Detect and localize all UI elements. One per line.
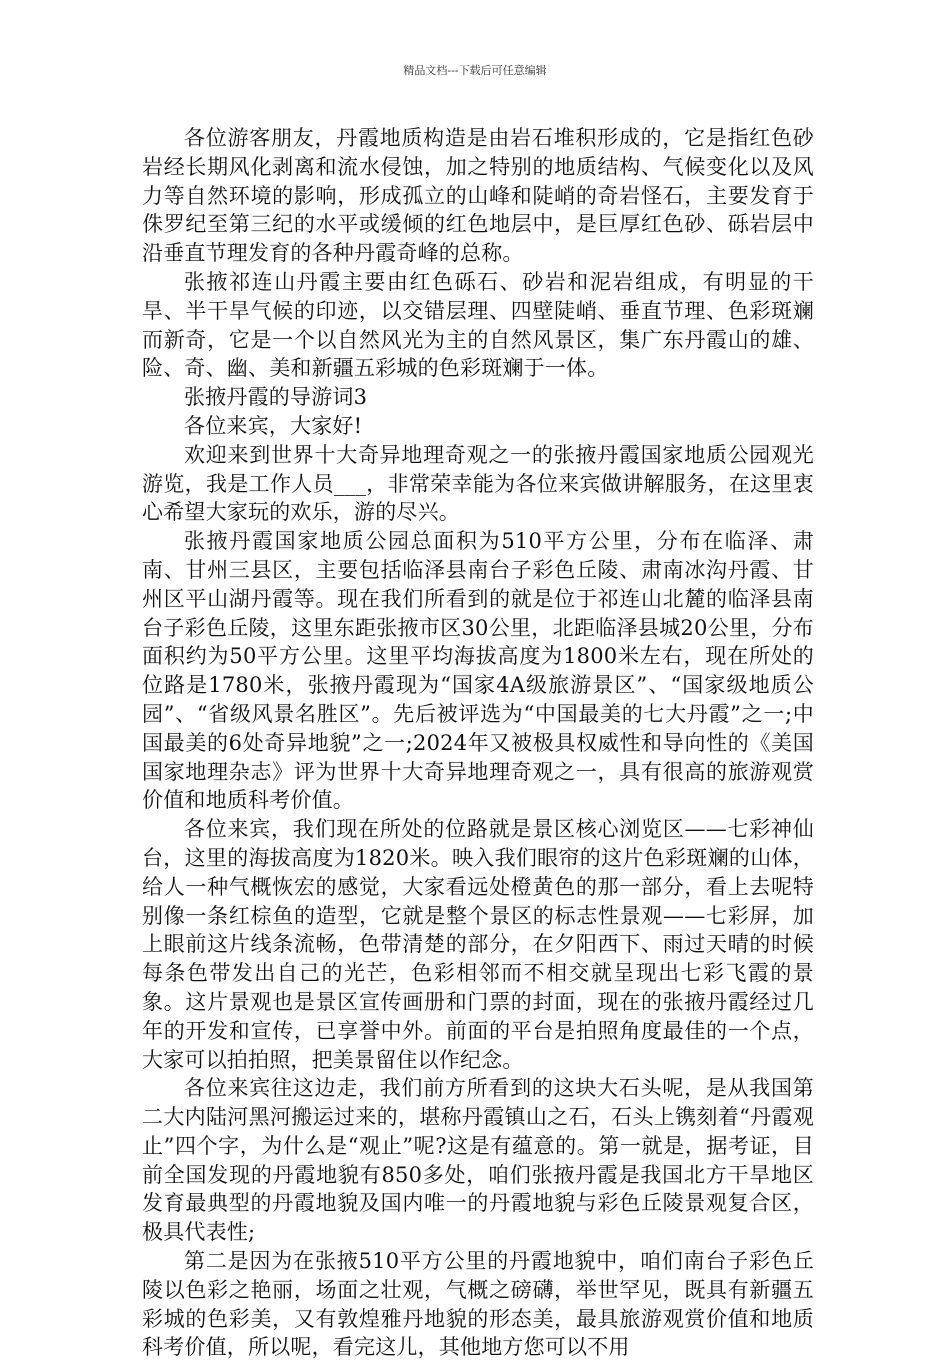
paragraph: 各位游客朋友，丹霞地质构造是由岩石堆积形成的，它是指红色砂岩经长期风化剥离和流水侵蚀，加之特别的地质结构、气候变化以及风力等自然环境的影响，形成孤立的山峰和陡峭的奇岩怪石，主要发育于侏罗纪至第三纪的水平或缓倾的红色地层中，是巨厚红色砂、砾岩层中沿垂直节理发育的各种丹霞奇峰的总称。: [142, 126, 814, 266]
paragraph: 各位来宾往这边走，我们前方所看到的这块大石头呢，是从我国第二大内陆河黑河搬运过来的，堪称丹霞镇山之石，石头上镌刻着“丹霞观止”四个字，为什么是“观止”呢?这是有蕴意的。第一就是，据考证，目前全国发现的丹霞地貌有850多处，咱们张掖丹霞是我国北方干旱地区发育最典型的丹霞地貌及国内唯一的丹霞地貌与彩色丘陵景观复合区，极具代表性;: [142, 1076, 814, 1245]
page-header: 精品文档---下载后可任意编辑: [403, 64, 547, 77]
greeting: 各位来宾，大家好!: [184, 413, 363, 438]
paragraph: 欢迎来到世界十大奇异地理奇观之一的张掖丹霞国家地质公园观光游览，我是工作人员___，非常荣幸能为各位来宾做讲解服务，在这里衷心希望大家玩的欢乐，游的尽兴。: [142, 442, 814, 525]
section-title: 张掖丹霞的导游词3: [184, 385, 368, 410]
paragraph: 张掖丹霞国家地质公园总面积为510平方公里，分布在临泽、肃南、甘州三县区，主要包括临泽县南台子彩色丘陵、肃南冰沟丹霞、甘州区平山湖丹霞等。现在我们所看到的就是位于祁连山北麓的临泽县南台子彩色丘陵，这里东距张掖市区30公里，北距临泽县城20公里，分布面积约为50平方公里。这里平均海拔高度为1800米左右，现在所处的位路是1780米，张掖丹霞现为“国家4A级旅游景区”、“国家级地质公园”、“省级风景名胜区”。先后被评选为“中国最美的七大丹霞”之一;中国最美的6处奇异地貌”之一;2024年又被极具权威性和导向性的《美国国家地理杂志》评为世界十大奇异地理奇观之一，具有很高的旅游观赏价值和地质科考价值。: [142, 529, 814, 813]
paragraph: 第二是因为在张掖510平方公里的丹霞地貌中，咱们南台子彩色丘陵以色彩之艳丽，场面之壮观，气概之磅礴，举世罕见，既具有新疆五彩城的色彩美，又有敦煌雅丹地貌的形态美，最具旅游观赏价值和地质科考价值，所以呢，看完这儿，其他地方您可以不用: [142, 1249, 814, 1360]
document-body: [142, 124, 814, 1362]
paragraph: 张掖祁连山丹霞主要由红色砾石、砂岩和泥岩组成，有明显的干旱、半干旱气候的印迹，以交错层理、四壁陡峭、垂直节理、色彩斑斓而新奇，它是一个以自然风光为主的自然风景区，集广东丹霞山的雄、险、奇、幽、美和新疆五彩城的色彩斑斓于一体。: [142, 269, 814, 381]
paragraph: 各位来宾，我们现在所处的位路就是景区核心浏览区——七彩神仙台，这里的海拔高度为1820米。映入我们眼帘的这片色彩斑斓的山体，给人一种气概恢宏的感觉，大家看远处橙黄色的那一部分，看上去呢特别像一条红棕鱼的造型，它就是整个景区的标志性景观——七彩屏，加上眼前这片线条流畅，色带清楚的部分，在夕阳西下、雨过天晴的时候每条色带发出自己的光芒，色彩相邻而不相交就呈现出七彩飞霞的景象。这片景观也是景区宣传画册和门票的封面，现在的张掖丹霞经过几年的开发和宣传，已享誉中外。前面的平台是拍照角度最佳的一个点，大家可以拍拍照，把美景留住以作纪念。: [142, 817, 814, 1072]
